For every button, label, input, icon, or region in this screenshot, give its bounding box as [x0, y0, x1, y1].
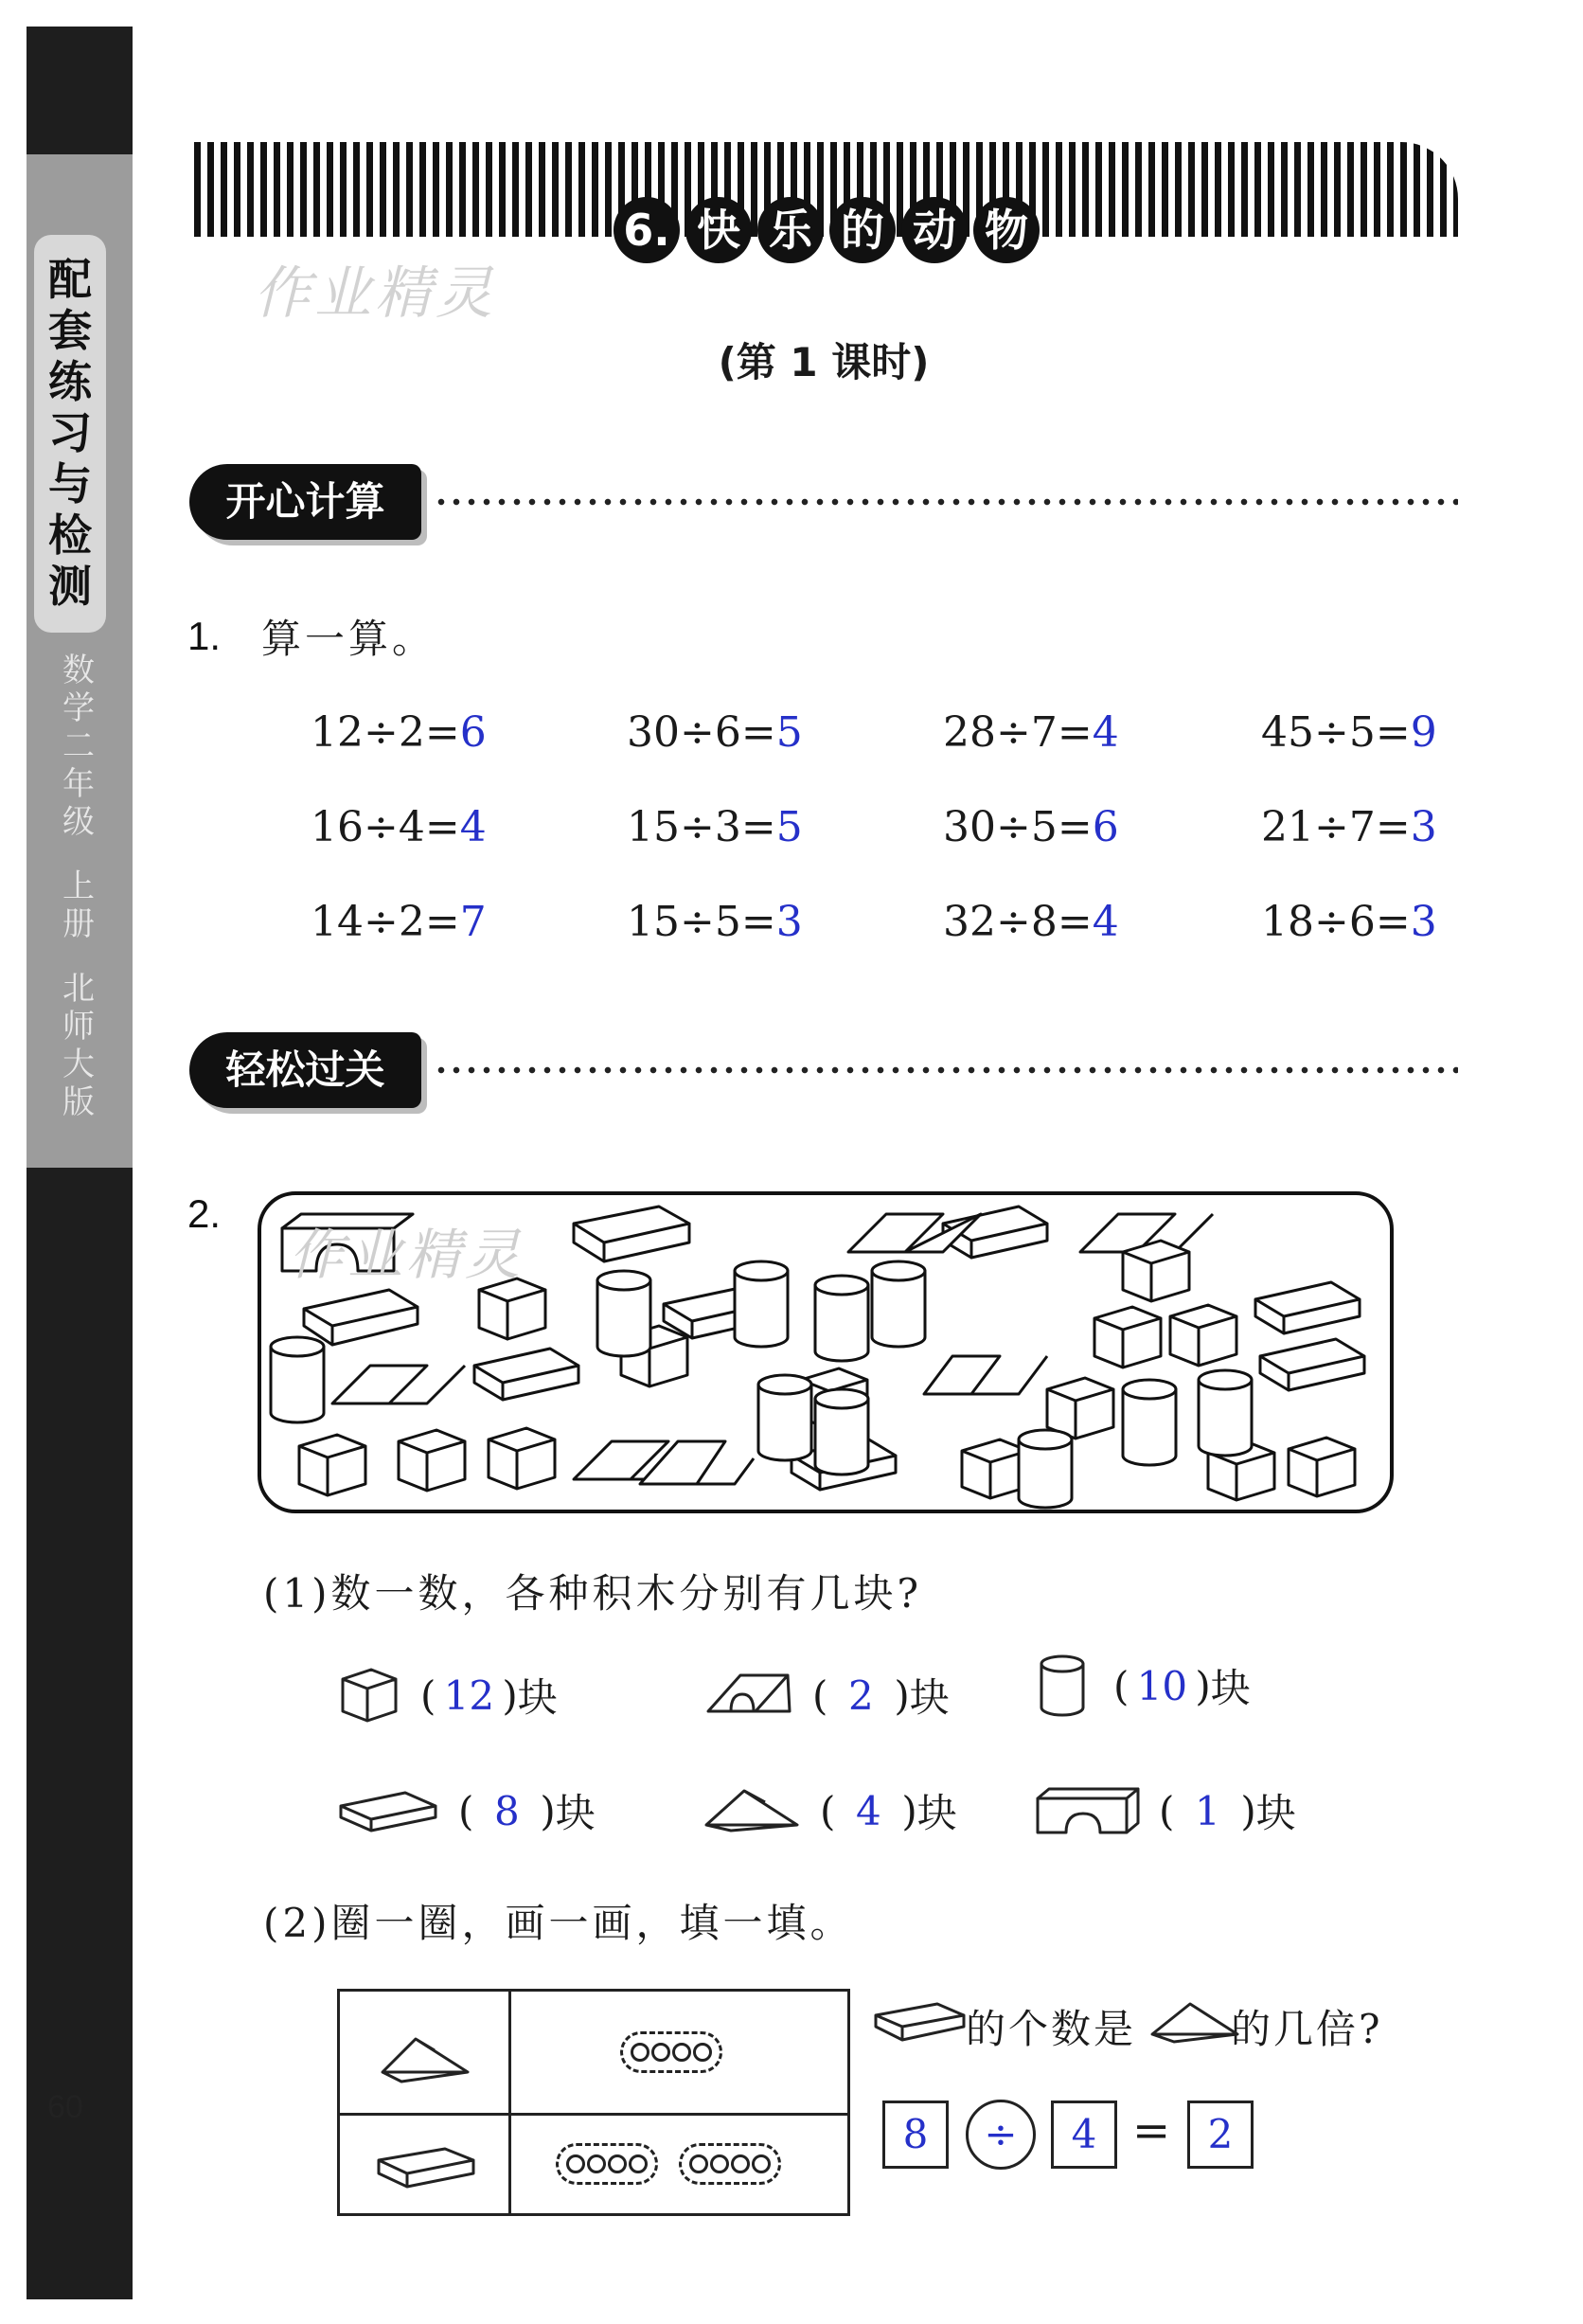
dotted-rule	[434, 498, 1458, 506]
flat-cuboid-icon	[871, 1998, 968, 2046]
open-paren: (	[820, 1787, 836, 1834]
result-box[interactable]: 2	[1187, 2101, 1254, 2169]
open-paren: (	[1113, 1662, 1129, 1709]
close-paren: )	[1195, 1662, 1211, 1709]
division-equation	[627, 898, 803, 946]
equation-expression: 15÷3=	[627, 803, 776, 851]
equation-expression: 28÷7=	[943, 708, 1093, 757]
bridge-block-icon	[1032, 1778, 1149, 1844]
grade-edition-char: 版	[62, 1083, 95, 1121]
circle-group	[679, 2143, 781, 2185]
unit-label: 块	[1255, 1790, 1296, 1836]
flat-cuboid-icon	[374, 2141, 478, 2194]
arch-prism-icon	[703, 1662, 803, 1728]
cylinder-icon	[1032, 1653, 1104, 1719]
block-count-item	[703, 1773, 957, 1849]
table-divider	[340, 2113, 847, 2116]
table-divider	[508, 1992, 511, 2213]
count-answer[interactable]: 8	[494, 1787, 520, 1834]
unit-label: 块	[555, 1790, 596, 1836]
equation-expression: 16÷4=	[311, 803, 460, 851]
equation-answer[interactable]: 5	[775, 803, 803, 851]
equation-answer[interactable]: 9	[1410, 708, 1437, 757]
grade-edition-char: 大	[62, 1046, 95, 1083]
circle-group	[556, 2143, 658, 2185]
series-title	[34, 235, 106, 633]
operator-circle[interactable]: ÷	[966, 2100, 1036, 2170]
flat-cuboid-icon	[337, 1778, 449, 1844]
circle-table	[337, 1989, 850, 2216]
equation-expression: 45÷5=	[1261, 708, 1411, 757]
watermark: 作业精灵	[254, 260, 496, 327]
count-answer[interactable]: 2	[848, 1671, 874, 1719]
count-answer[interactable]: 12	[443, 1671, 495, 1719]
part2-prompt: (2)圈一圈，画一画，填一填。	[263, 1900, 854, 1946]
question-prompt: 算一算。	[261, 616, 436, 662]
chapter-title-char: 动	[901, 197, 968, 263]
division-equation	[943, 898, 1119, 946]
series-title-char: 套	[48, 305, 92, 356]
cube-icon	[337, 1662, 411, 1728]
book-spine	[27, 27, 133, 2299]
divisor-box[interactable]: 4	[1051, 2101, 1117, 2169]
grade-edition-char: 册	[62, 905, 95, 943]
ratio-question-part2: 的几倍?	[1231, 2006, 1383, 2052]
grade-edition-char: 师	[62, 1008, 95, 1046]
dividend-box[interactable]: 8	[882, 2101, 949, 2169]
division-equation	[627, 803, 803, 851]
part1-prompt: (1)数一数，各种积木分别有几块?	[263, 1570, 923, 1617]
block-count-item	[1032, 1773, 1296, 1849]
count-answer[interactable]: 1	[1195, 1787, 1220, 1834]
division-equation	[1261, 803, 1437, 851]
close-paren: )	[540, 1787, 556, 1834]
ratio-question-part1: 的个数是	[966, 2006, 1137, 2052]
equation-answer[interactable]: 3	[1410, 803, 1437, 851]
division-equation	[311, 708, 487, 757]
chapter-title	[614, 197, 1040, 263]
dotted-rule	[434, 1066, 1458, 1074]
triangular-prism-icon	[703, 1778, 810, 1844]
division-equation	[311, 898, 487, 946]
series-title-char: 测	[48, 561, 92, 612]
grade-edition-char: 年	[62, 765, 95, 803]
equation-answer[interactable]: 4	[1092, 898, 1119, 946]
block-count-item	[703, 1657, 950, 1733]
close-paren: )	[901, 1787, 917, 1834]
section-header-calc	[189, 464, 1458, 549]
block-count-item	[337, 1773, 596, 1849]
close-paren: )	[502, 1671, 518, 1719]
open-paren: (	[1159, 1787, 1175, 1834]
equation-expression: 18÷6=	[1261, 898, 1411, 946]
chapter-title-char: 物	[973, 197, 1040, 263]
open-paren: (	[812, 1671, 828, 1719]
equation-expression: 30÷5=	[943, 803, 1093, 851]
grade-edition-char: 级	[62, 803, 95, 841]
count-answer[interactable]: 10	[1136, 1662, 1188, 1709]
equation-expression: 30÷6=	[627, 708, 776, 757]
equation-answer[interactable]: 3	[775, 898, 803, 946]
series-title-char: 习	[48, 407, 92, 458]
close-paren: )	[894, 1671, 910, 1719]
series-title-char: 配	[48, 254, 92, 305]
grade-edition-label	[59, 652, 98, 1121]
chapter-title-char: 6.	[614, 197, 680, 263]
unit-label: 块	[1210, 1665, 1251, 1711]
close-paren: )	[1240, 1787, 1256, 1834]
unit-label: 块	[916, 1790, 957, 1836]
series-title-char: 检	[48, 509, 92, 561]
count-answer[interactable]: 4	[856, 1787, 881, 1834]
series-title-char: 与	[48, 458, 92, 509]
series-title-char: 练	[48, 356, 92, 407]
open-paren: (	[458, 1787, 474, 1834]
equation-answer[interactable]: 4	[1092, 708, 1119, 757]
grade-edition-char: 上	[62, 867, 95, 905]
grade-edition-char: 数	[62, 652, 95, 689]
grade-edition-char: 北	[62, 970, 95, 1008]
question-number: 1.	[187, 614, 222, 658]
chapter-title-char: 快	[685, 197, 752, 263]
division-equation	[1261, 898, 1437, 946]
triangular-prism-icon	[1147, 1996, 1242, 2046]
division-equation	[943, 708, 1119, 757]
chapter-title-char: 乐	[757, 197, 824, 263]
watermark: 作业精灵	[289, 1223, 525, 1287]
chapter-title-char: 的	[829, 197, 896, 263]
division-equation	[943, 803, 1119, 851]
block-count-item	[1032, 1648, 1251, 1724]
section-header-practice	[189, 1032, 1458, 1117]
equation-answer[interactable]: 6	[459, 708, 487, 757]
lesson-label: (第 1 课时)	[718, 339, 930, 385]
division-equation	[1261, 708, 1437, 757]
open-paren: (	[420, 1671, 436, 1719]
equation-answer[interactable]: 5	[775, 708, 803, 757]
equation-answer[interactable]: 6	[1092, 803, 1119, 851]
equation-expression: 12÷2=	[311, 708, 460, 757]
division-equation	[627, 708, 803, 757]
equation-answer[interactable]: 7	[459, 898, 487, 946]
equation-expression: 21÷7=	[1261, 803, 1411, 851]
unit-label: 块	[517, 1674, 558, 1721]
block-count-item	[337, 1657, 558, 1733]
section-title: 轻松过关	[189, 1032, 421, 1108]
equation-expression: 15÷5=	[627, 898, 776, 946]
spine-dark-bottom	[27, 1168, 133, 2299]
equation-expression: 32÷8=	[943, 898, 1093, 946]
equation-answer[interactable]: 4	[459, 803, 487, 851]
unit-label: 块	[909, 1674, 950, 1721]
equation-answer[interactable]: 3	[1410, 898, 1437, 946]
equals-sign: =	[1132, 2104, 1171, 2157]
equation-expression: 14÷2=	[311, 898, 460, 946]
question-number: 2.	[187, 1191, 222, 1236]
page-number: 60	[47, 2089, 83, 2125]
section-title: 开心计算	[189, 464, 421, 540]
spine-dark-top	[27, 27, 133, 154]
division-equation	[311, 803, 487, 851]
grade-edition-char: 学	[62, 689, 95, 727]
grade-edition-char: 二	[62, 727, 95, 765]
triangular-prism-icon	[378, 2029, 472, 2086]
circle-group	[620, 2031, 722, 2073]
